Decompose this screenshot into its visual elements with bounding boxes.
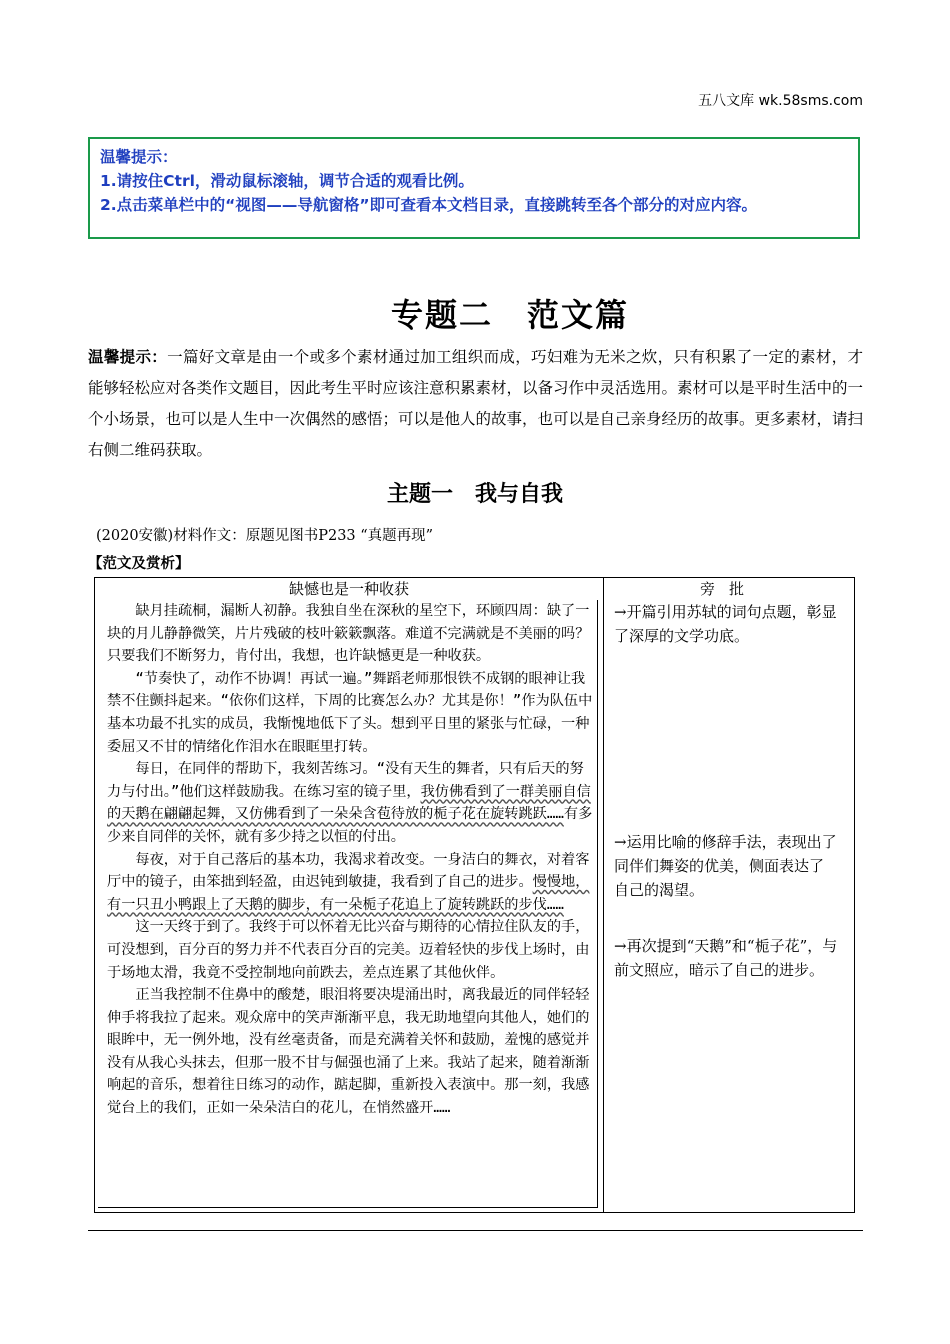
comment-2: →运用比喻的修辞手法，表现出了同伴们舞姿的优美，侧面表达了自己的渴望。 [614, 833, 837, 899]
comment-column [604, 578, 854, 979]
footer-rule [88, 1230, 863, 1231]
source-line: (2020安徽)材料作文：原题见图书P233 “真题再现” [96, 528, 434, 544]
essay-paragraph-3 [107, 758, 595, 848]
tip-title: 温馨提示： [100, 148, 178, 166]
essay-p4-highlight: 慢慢地，有一只丑小鸭跟上了天鹅的脚步，有一朵栀子花追上了旋转跳跃的步伐…… [107, 874, 590, 913]
essay-column [95, 578, 603, 1120]
comment-title: 旁批 [699, 580, 758, 598]
essay-paragraph-2: “节奏快了，动作不协调！再试一遍。”舞蹈老师那恨铁不成钢的眼神让我禁不住颤抖起来。“依你们这样，下周的比赛怎么办？尤其是你！”作为队伍中基本功最不扎实的成员，我惭愧地低下了头。想到平日里的紧张与忙碌，一种委屈又不甘的情绪化作泪水在眼眶里打转。 [107, 670, 593, 755]
essay-p3-start: 每日，在同伴的帮助下，我刻苦练习。“没有天生的舞者，只有后天的努力与付出。”他们这样鼓励我。在练习室的镜子里， [107, 761, 584, 800]
essay-p3-highlight: 我仿佛看到了一群美丽自信的天鹅在翩翩起舞，又仿佛看到了一朵朵含苞待放的栀子花在旋转跳跃…… [107, 783, 591, 823]
intro-lead: 温馨提示： [88, 348, 168, 366]
essay-paragraph-4 [107, 849, 595, 917]
essay-paragraph-5: 这一天终于到了。我终于可以怀着无比兴奋与期待的心情拉住队友的手，可没想到，百分百的努力并不代表百分百的完美。迈着轻快的步伐上场时，由于场地太滑，我竟不受控制地向前跌去，差点连累了其他伙伴。 [107, 919, 590, 981]
tip-line-2: 2.点击菜单栏中的“视图——导航窗格”即可查看本文档目录，直接跳转至各个部分的对应内容。 [100, 196, 758, 214]
intro-paragraph [88, 342, 863, 466]
essay-table [94, 577, 855, 1213]
essay-title: 缺憾也是一种收获 [288, 580, 409, 598]
tip-line-1: 1.请按住Ctrl，滑动鼠标滚轴，调节合适的观看比例。 [100, 172, 474, 190]
page-title: 专题二 范文篇 [390, 296, 629, 334]
essay-p4-start: 每夜，对于自己落后的基本功，我渴求着改变。一身洁白的舞衣，对着客厅中的镜子，由笨拙到轻盈，由迟钝到敏捷，我看到了自己的进步。 [107, 851, 590, 891]
theme-title: 主题一 我与自我 [386, 482, 563, 507]
comment-3: →再次提到“天鹅”和“栀子花”，与前文照应，暗示了自己的进步。 [614, 937, 838, 979]
column-divider [603, 578, 604, 1212]
intro-text: 一篇好文章是由一个或多个素材通过加工组织而成，巧妇难为无米之炊，只有积累了一定的素材，才能够轻松应对各类作文题目，因此考生平时应该注意积累素材，以备习作中灵活选用。素材可以是平时生活中的一个小场景，也可以是人生中一次偶然的感悟；可以是他人的故事，也可以是自己亲身经历的故事。更多素材，请扫右侧二维码获取。 [88, 348, 864, 459]
essay-p3-end: 有多少来自同伴的关怀，就有多少持之以恒的付出。 [107, 806, 593, 845]
section-label: 【范文及赏析】 [88, 556, 190, 572]
comment-1: →开篇引用苏轼的词句点题，彰显了深厚的文学功底。 [614, 603, 837, 645]
essay-paragraph-1: 缺月挂疏桐，漏断人初静。我独自坐在深秋的星空下，环顾四周：缺了一块的月儿静静微笑，片片残破的枝叶簌簌飘落。难道不完满就是不美丽的吗？只要我们不断努力，肯付出，我想，也许缺憾更是一种收获。 [107, 603, 590, 665]
tip-box [88, 137, 860, 239]
site-watermark: 五八文库 wk.58sms.com [698, 93, 863, 109]
essay-paragraph-6: 正当我控制不住鼻中的酸楚，眼泪将要决堤涌出时，离我最近的同伴轻轻伸手将我拉了起来。观众席中的笑声渐渐平息，我无助地望向其他人，她们的眼眸中，无一例外地，没有丝毫责备，而是充满着关怀和鼓励，羞愧的感觉并没有从我心头抹去，但那一股不甘与倔强也涌了上来。我站了起来，随着渐渐响起的音乐，想着往日练习的动作，踮起脚，重新投入表演中。那一刻，我感觉台上的我们，正如一朵朵洁白的花儿，在悄然盛开…… [107, 987, 590, 1117]
essay-body [95, 600, 603, 1120]
